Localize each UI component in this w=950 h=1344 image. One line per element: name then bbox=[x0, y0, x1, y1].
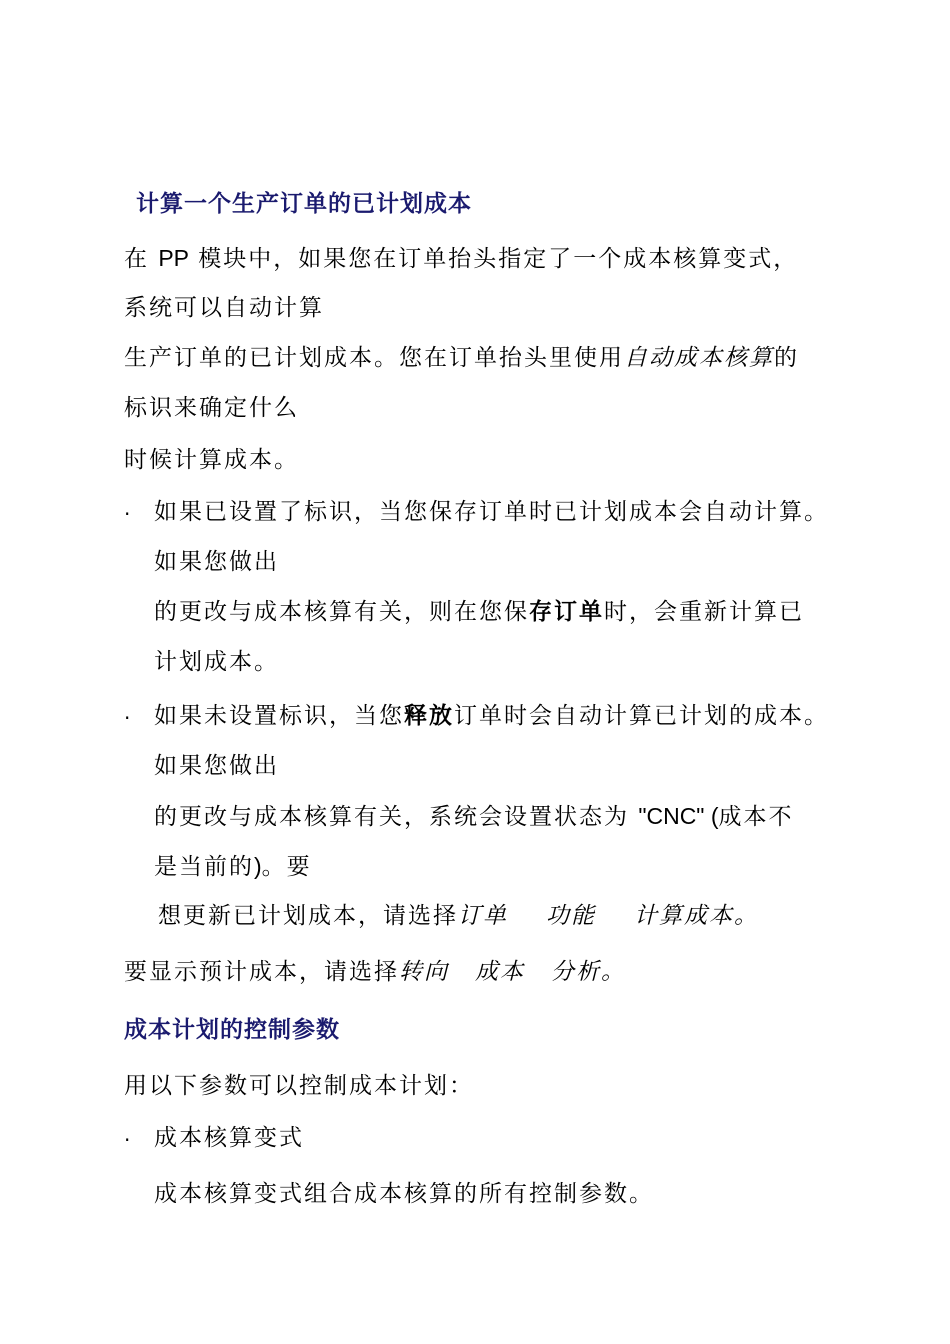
bullet-symbol: · bbox=[124, 502, 131, 526]
text-run-latin: PP bbox=[158, 245, 189, 271]
text-run: 是当前的 bbox=[154, 854, 254, 880]
paragraph-line bbox=[124, 344, 799, 372]
text-run: 时，会重新计算已 bbox=[604, 599, 804, 625]
bullet-line: 计划成本。 bbox=[154, 649, 279, 675]
paragraph-line: 标识来确定什么 bbox=[124, 395, 299, 421]
text-run: 成本不 bbox=[718, 804, 794, 830]
bullet-symbol: · bbox=[124, 1128, 131, 1152]
italic-term: 自动成本核算 bbox=[624, 345, 774, 371]
text-run: 如果未设置标识，当您 bbox=[154, 703, 404, 729]
bullet-line: 成本核算变式组合成本核算的所有控制参数。 bbox=[154, 1181, 654, 1207]
text-run: 生产订单的已计划成本。您在订单抬头里使用 bbox=[124, 345, 624, 371]
paragraph-line: 时候计算成本。 bbox=[124, 447, 299, 473]
bold-term: 释放 bbox=[404, 702, 454, 729]
text-run-latin: ) bbox=[254, 853, 262, 879]
text-run: 订单时会自动计算已计划的成本。 bbox=[454, 703, 829, 729]
text-run: 的更改与成本核算有关，则在您保 bbox=[154, 599, 529, 625]
bullet-line: 成本核算变式 bbox=[154, 1125, 304, 1151]
paragraph-line: 用以下参数可以控制成本计划： bbox=[124, 1073, 474, 1099]
paragraph-line bbox=[124, 958, 626, 986]
text-run: 要显示预计成本，请选择 bbox=[124, 959, 399, 985]
text-run-latin: "CNC" ( bbox=[638, 803, 719, 829]
text-run: 的 bbox=[774, 345, 799, 371]
text-run: 模块中，如果您在订单抬头指定了一个成本核算变式， bbox=[189, 246, 799, 272]
section-heading-planned-cost: 计算一个生产订单的已计划成本 bbox=[136, 191, 472, 217]
menu-path-item: 功能 bbox=[546, 903, 596, 929]
paragraph-line bbox=[124, 244, 798, 273]
bullet-line bbox=[154, 598, 804, 626]
bullet-symbol: · bbox=[124, 706, 131, 730]
bullet-line bbox=[158, 902, 759, 930]
text-run: 。要 bbox=[261, 854, 312, 880]
bullet-line: 如果您做出 bbox=[154, 753, 279, 779]
bullet-line bbox=[154, 802, 794, 831]
bullet-line bbox=[154, 702, 829, 730]
menu-path-item: 转向 bbox=[399, 959, 449, 985]
menu-path-item: 分析。 bbox=[551, 959, 626, 985]
bold-term: 存订单 bbox=[529, 598, 604, 625]
bullet-line: 如果您做出 bbox=[154, 549, 279, 575]
menu-path-item: 计算成本。 bbox=[634, 903, 759, 929]
section-heading-control-parameters: 成本计划的控制参数 bbox=[124, 1017, 340, 1043]
menu-path-item: 成本 bbox=[475, 959, 525, 985]
menu-path-item: 订单 bbox=[458, 903, 508, 929]
bullet-line bbox=[154, 852, 312, 881]
paragraph-line: 系统可以自动计算 bbox=[124, 295, 324, 321]
text-run: 的更改与成本核算有关，系统会设置状态为 bbox=[154, 804, 639, 830]
bullet-line: 如果已设置了标识，当您保存订单时已计划成本会自动计算。 bbox=[154, 499, 829, 525]
text-run: 想更新已计划成本，请选择 bbox=[158, 903, 458, 929]
text-run: 在 bbox=[124, 246, 159, 272]
